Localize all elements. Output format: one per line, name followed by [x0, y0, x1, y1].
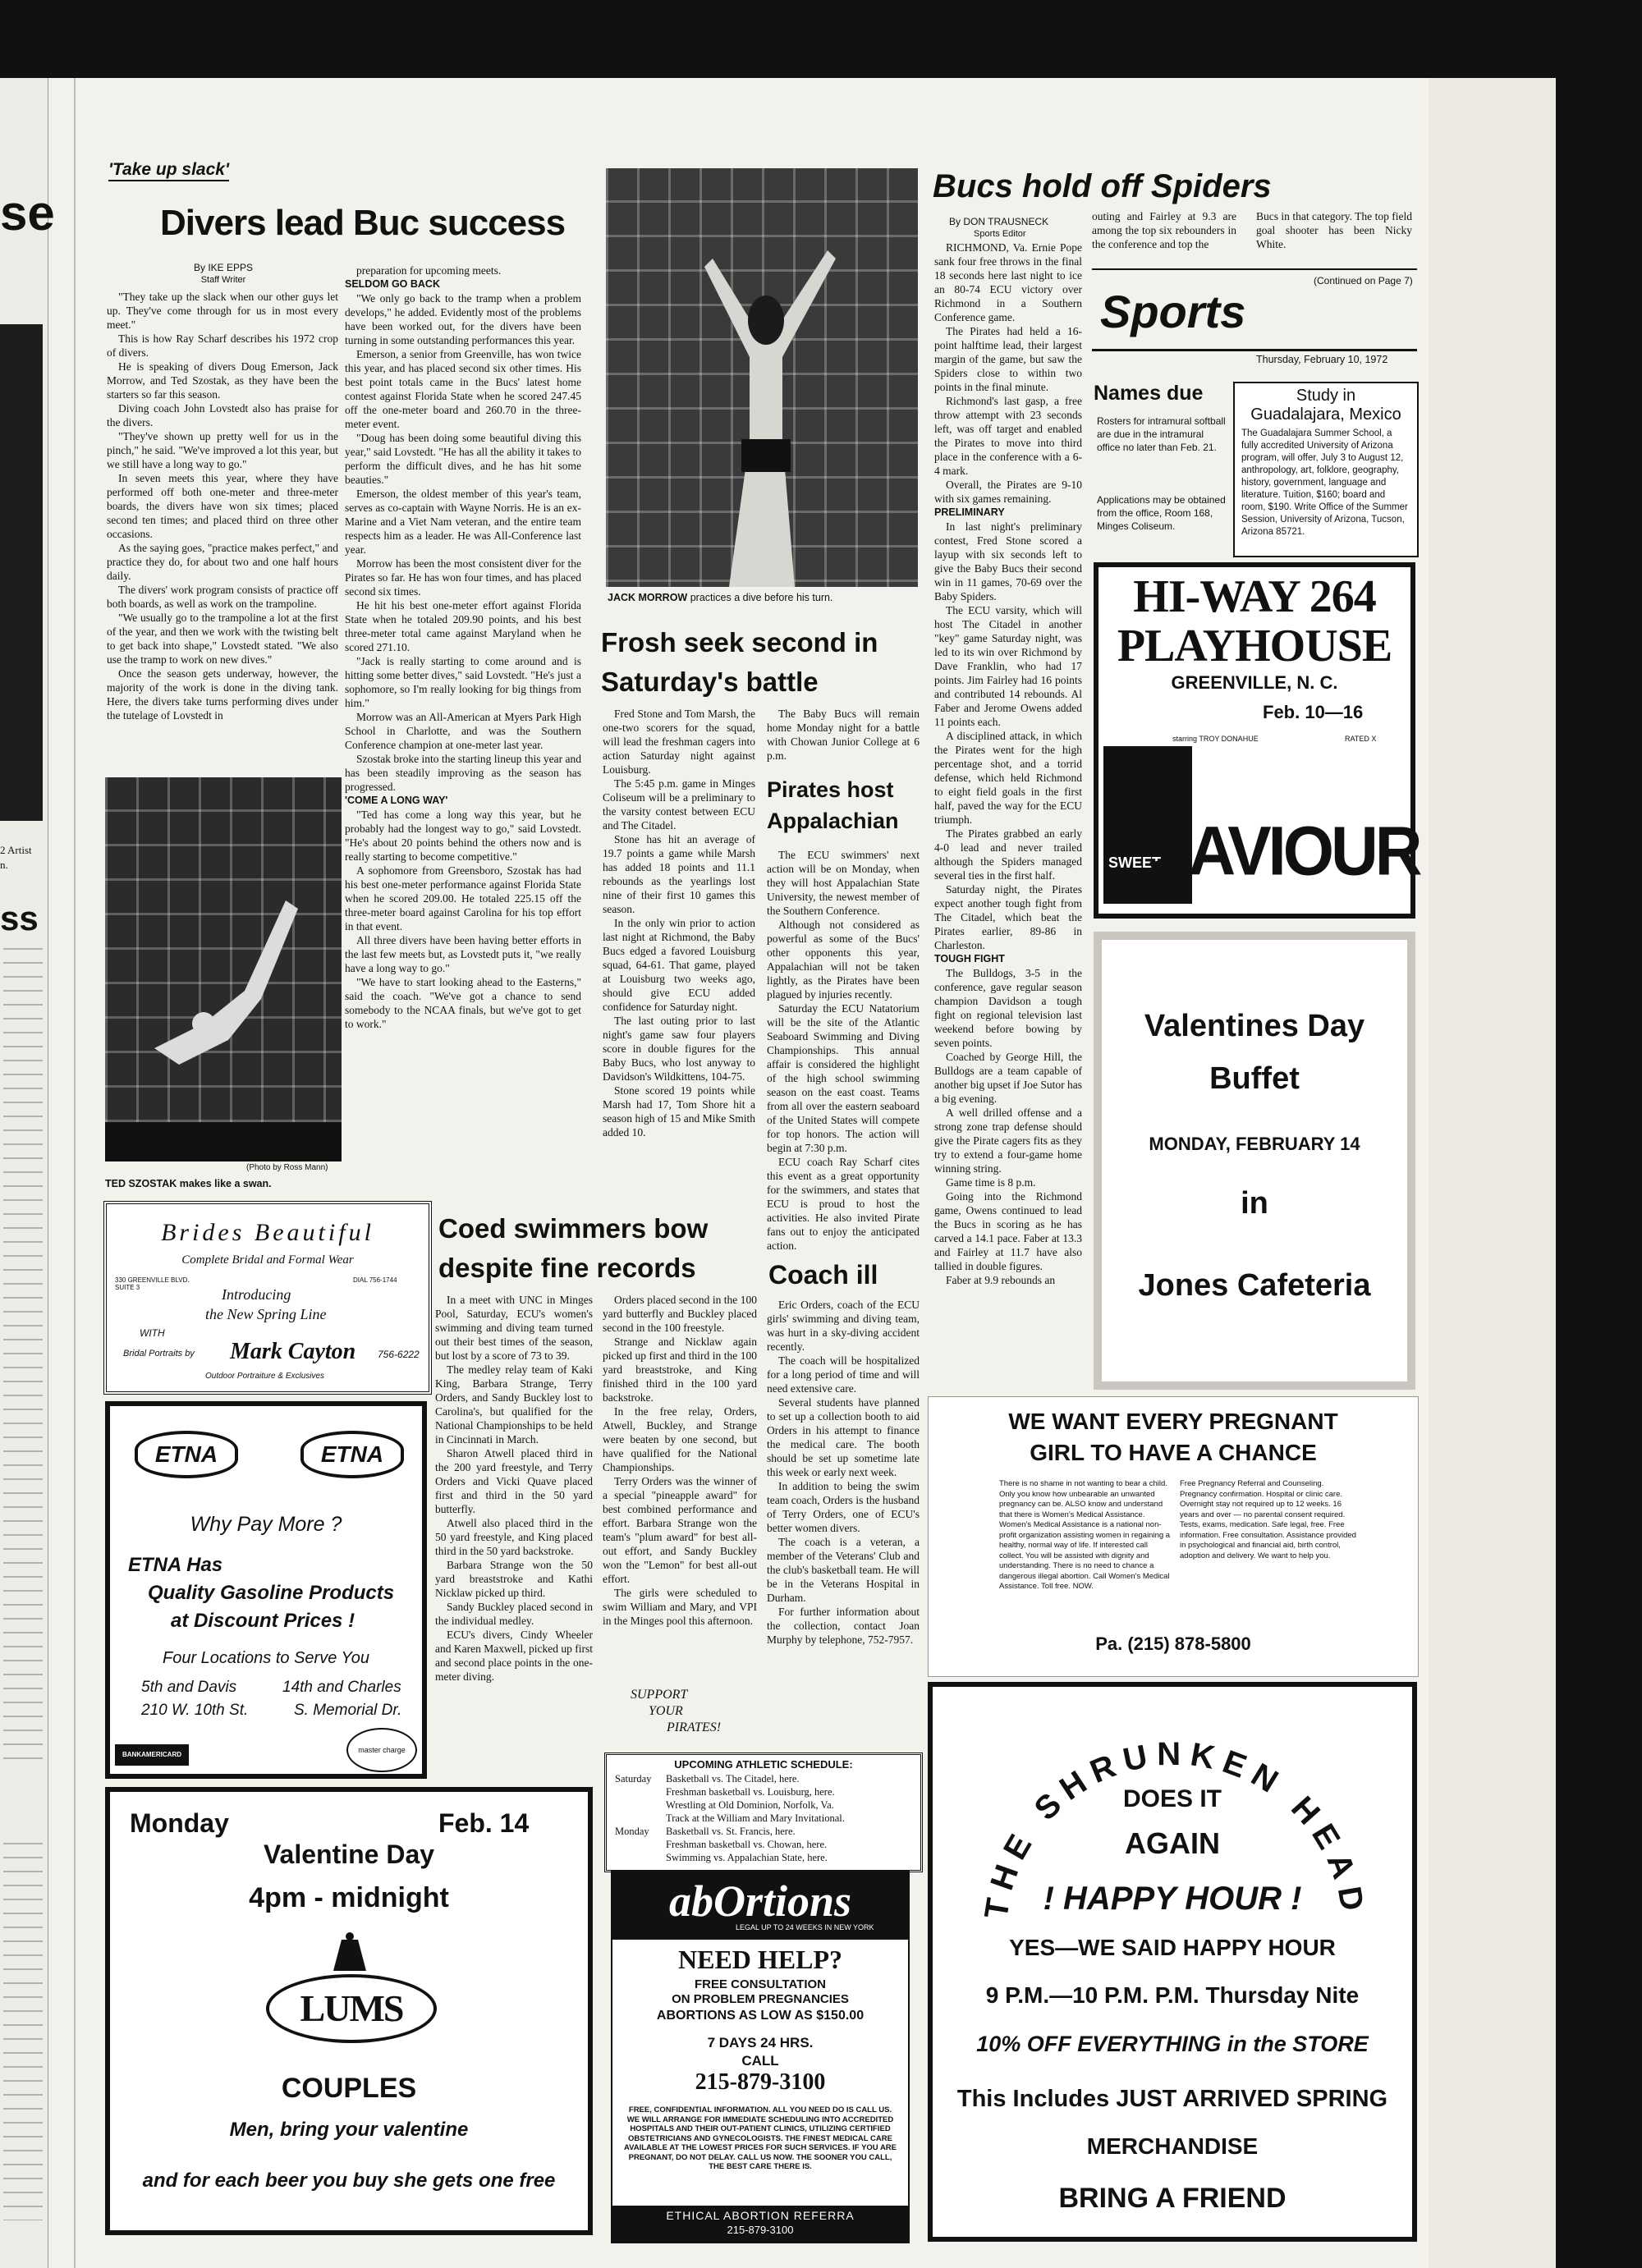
coed-column-1 [435, 1293, 593, 1684]
abortions-need-help: NEED HELP? [677, 1945, 843, 1974]
divers-column-1 [107, 290, 338, 722]
etna-location-4: S. Memorial Dr. [294, 1702, 402, 1719]
lums-offer: and for each beer you buy she gets one free [142, 2169, 556, 2192]
shrunken-time: 9 P.M.—10 P.M. P.M. Thursday Nite [985, 1982, 1360, 2008]
etna-location-3: 210 W. 10th St. [141, 1702, 249, 1719]
bucs-paragraph: The Bulldogs, 3-5 in the conference, gave regular season champion Davidson a tough fight on regional television last weekend before bowing by seven points. [934, 967, 1082, 1049]
bucs-paragraph: Faber at 9.9 rebounds an [946, 1274, 1056, 1286]
coach-ill-paragraph: The coach is a veteran, a member of the Veterans' Club and the club's basketball team. He will be in the Veterans Hospital in Durham. [767, 1536, 920, 1604]
bucs-paragraph: A well drilled offense and a strong zone trap defense should give the Pirate cagers fits as they try to extend a four-game home winning string. [934, 1107, 1082, 1175]
left-fragment-caption-2: n. [0, 859, 8, 871]
coed-paragraph: Strange and Nicklaw again picked up first and third in the 100 yard breaststroke, and King finished third in the 100 yard backstroke. [603, 1336, 757, 1404]
brides-photographer: Mark Cayton [230, 1339, 356, 1364]
lums-date: Feb. 14 [438, 1808, 530, 1838]
schedule-day [615, 1851, 666, 1864]
szostak-photo-caption: TED SZOSTAK makes like a swan. [105, 1178, 272, 1189]
divers-paragraph: In seven meets this year, where they have performed off both one-meter and three-meter boards, the divers have won six times; placed second ten times; and placed third on three other occasions. [107, 472, 338, 540]
hiway-line-2: PLAYHOUSE [1117, 621, 1392, 671]
frosh-paragraph: The 5:45 p.m. game in Minges Coliseum will be a preliminary to the varsity contest between ECU and The Citadel. [603, 777, 755, 832]
divers-paragraph: He is speaking of divers Doug Emerson, Jack Morrow, and Ted Szostak, as they have been the starters so far this season. [107, 360, 338, 401]
divers-paragraph: As the saying goes, "practice makes perfect," and practice they do, for about two and one half hours daily. [107, 542, 338, 582]
pregnant-ad [928, 1396, 1419, 1677]
center-fold [74, 78, 76, 2268]
morrow-caption [608, 592, 832, 603]
schedule-event: Freshman basketball vs. Louisburg, here. [666, 1786, 835, 1798]
hiway-city: GREENVILLE, N. C. [1171, 672, 1338, 693]
hiway-playhouse-ad [1094, 562, 1420, 919]
abortions-days: 7 DAYS 24 HRS. [707, 2035, 814, 2050]
divers-paragraph: Emerson, the oldest member of this year's team, serves as co-captain with Wayne Norris. He is an ex-Marine and a Viet Nam veteran, and the entire team respects him as a leader. He was All-Conference last year. [345, 488, 581, 556]
schedule-event: Basketball vs. St. Francis, here. [666, 1826, 796, 1837]
schedule-day: Monday [615, 1826, 649, 1837]
lums-valentine: Valentine Day [263, 1840, 435, 1869]
etna-has: ETNA Has [128, 1554, 223, 1576]
buffet-line-2: Buffet [1209, 1061, 1300, 1096]
divers-paragraph: "They take up the slack when our other guys let up. They've come through for us in most every meet." [107, 291, 338, 331]
shrunken-bring: BRING A FRIEND [1058, 2183, 1287, 2214]
bucs-paragraph: RICHMOND, Va. Ernie Pope sank four free throws in the final 18 seconds here last night to ice an 80-74 ECU victory over Richmond in a Southern Conference game. [934, 241, 1082, 323]
divers-paragraph: "Doug has been doing some beautiful diving this year," said Lovstedt. "He has all the ability it takes to perform the difficult dives, and he has hit some beauties." [345, 432, 581, 486]
buffet-place: Jones Cafeteria [1138, 1268, 1371, 1303]
bucs-column-1 [934, 241, 1082, 1287]
brides-portraits-by: Bridal Portraits by [123, 1349, 195, 1359]
study-title-1: Study in [1296, 387, 1356, 405]
frosh-paragraph: The Baby Bucs will remain home Monday night for a battle with Chowan Junior College at 6 p.m. [767, 708, 920, 762]
buffet-line-1: Valentines Day [1144, 1009, 1365, 1043]
divers-subhead: 'COME A LONG WAY' [345, 795, 448, 806]
divers-paragraph: Emerson, a senior from Greenville, has won twice this year, and has placed second six other times. His best point totals came in the Bucs' latest home contest against Florida State when he scored 247.45 off the one-meter board and 260.70 in the three-meter event. [345, 348, 581, 430]
bucs-paragraph: Saturday night, the Pirates expect another tough fight from The Citadel, which beat the Pirates earlier, 89-86 in Charleston. [934, 883, 1082, 951]
pregnant-headline-1: WE WANT EVERY PREGNANT [1008, 1409, 1338, 1434]
abortions-phone: 215-879-3100 [695, 2069, 826, 2095]
etna-discount: at Discount Prices ! [171, 1610, 355, 1632]
bucs-headline: Bucs hold off Spiders [933, 168, 1272, 204]
diver-silhouette [105, 777, 342, 1161]
frosh-column-1 [603, 707, 755, 1139]
lums-day: Monday [130, 1808, 229, 1838]
hiway-line-1: HI-WAY 264 [1133, 571, 1376, 622]
bucs-paragraph: Richmond's last gasp, a free throw attempt with 23 seconds left, was off target and enabled the Pirates to move into third place in the conference with a 6-4 mark. [934, 395, 1082, 477]
frosh-paragraph: The last outing prior to last night's game saw four players score in double figures for the Baby Bucs, who lost anyway to Davidson's Wildkittens, 104-75. [603, 1015, 755, 1083]
schedule-row [615, 1838, 912, 1851]
study-title-2: Guadalajara, Mexico [1250, 405, 1401, 424]
divers-paragraph: "Ted has come a long way this year, but he probably had the longest way to go," said Lovstedt. "He's about 20 points behind the others now and is really starting to become competitive." [345, 809, 581, 863]
lums-couples: COUPLES [281, 2073, 417, 2104]
brides-subtitle: Complete Bridal and Formal Wear [181, 1253, 354, 1267]
abortions-footer-phone: 215-879-3100 [727, 2224, 794, 2236]
coed-headline: Coed swimmers bow despite fine records [438, 1213, 709, 1283]
schedule-day: Saturday [615, 1773, 652, 1785]
bankamericard-logo: BANKAMERICARD [115, 1744, 189, 1766]
coach-ill-paragraph: Eric Orders, coach of the ECU girls' swimming and diving team, was hurt in a sky-diving accident recently. [767, 1299, 920, 1353]
divers-paragraph: "Jack is really starting to come around and is hitting some better dives," said Lovstedt. "He's just a sophomore, so I'm really looking for big things from him." [345, 655, 581, 709]
etna-logo-left: ETNA [135, 1431, 238, 1478]
schedule-day [615, 1838, 666, 1851]
coach-ill-paragraph: Several students have planned to set up a collection booth to aid Orders in his attempt to finance the medical care. The booth should be set up sometime late this week or early next week. [767, 1396, 920, 1478]
szostak-photo-credit: (Photo by Ross Mann) [246, 1163, 328, 1172]
schedule-row [615, 1798, 912, 1812]
bucs-paragraph: outing and Fairley at 9.3 are among the top six rebounders in the conference and top the [1092, 210, 1236, 250]
bucs-paragraph: Overall, the Pirates are 9-10 with six games remaining. [934, 479, 1082, 505]
morrow-photo [606, 168, 918, 587]
hiway-rating: RATED X [1345, 735, 1377, 743]
brides-phone-dial: DIAL 756-1744 [353, 1276, 397, 1284]
coed-paragraph: Terry Orders was the winner of a special "pineapple award" for best combined performance and effort. Barbara Strange won the team's "plum award" for best all-out effort, and Sandy Buckley won the "Lemon" for best all-out effort. [603, 1475, 757, 1585]
divers-column-2 [345, 263, 581, 1031]
brides-beautiful-ad [103, 1201, 432, 1395]
morrow-caption-text: practices a dive before his turn. [690, 592, 833, 603]
divers-paragraph: Morrow was an All-American at Myers Park High School in Charlotte, and was the Southern Conference champion at one-meter last year. [345, 711, 581, 751]
divers-paragraph: "We have to start looking ahead to the Easterns," said the coach. "We've got a chance to send somebody to the NCAA finals, but we've got to get to work." [345, 976, 581, 1030]
divers-paragraph: Morrow has been the most consistent diver for the Pirates so far. He has won four times, and has placed second six times. [345, 557, 581, 598]
coach-ill-paragraph: The coach will be hospitalized for a long period of time and will need extensive care. [767, 1354, 920, 1395]
left-page-fragment [0, 78, 55, 2268]
shrunken-includes: This Includes JUST ARRIVED SPRING [956, 2086, 1388, 2112]
abortions-footer: ETHICAL ABORTION REFERRA [666, 2209, 855, 2222]
pregnant-right-text: Free Pregnancy Referral and Counseling. Pregnancy confirmation. Hospital or clinic care. Overnight stay not required up to 12 weeks. 16 years and over — no parental consent required. Tests, exams, medication. Safe legal, free. Free information. Free consultation. Assistance provided in psychological and financial aid, birth control, adoption and delivery. We want to help you. [1180, 1479, 1356, 1560]
pregnant-line-2: GIRL TO HAVE A CHANCE [1030, 1440, 1317, 1465]
brides-with: WITH [140, 1327, 165, 1339]
abortions-strip: LEGAL UP TO 24 WEEKS IN NEW YORK [736, 1923, 874, 1931]
brides-title: Brides Beautiful [161, 1219, 374, 1246]
shrunken-yes: YES—WE SAID HAPPY HOUR [1009, 1935, 1336, 1960]
hiway-sweet: SWEET [1108, 855, 1162, 871]
abortions-low: ABORTIONS AS LOW AS $150.00 [656, 2009, 865, 2023]
divers-paragraph: Once the season gets underway, however, the majority of the work is done in the diving tank. Here, the divers take turns performing dives under the tutelage of Lovstedt in [107, 667, 338, 722]
hiway-dates: Feb. 10—16 [1263, 702, 1364, 722]
abortions-on: ON PROBLEM PREGNANCIES [672, 1992, 849, 2006]
etna-locations: Four Locations to Serve You [162, 1649, 369, 1667]
bucs-paragraph: A disciplined attack, in which the Pirates went for the high percentage shot, and a torrid defense, which held Richmond to eight field goals in the first half, paved the way for the ECU triumph. [934, 730, 1082, 826]
coed-paragraph: In the free relay, Orders, Atwell, Buckley, and Strange were beaten by one second, but have qualified for the National Championships. [603, 1405, 757, 1473]
left-fragment-text [3, 948, 43, 1761]
lums-lamp-icon [325, 1931, 374, 1972]
right-margin [1429, 78, 1556, 2268]
support-line-1: SUPPORT [631, 1688, 688, 1702]
coed-paragraph: The girls were scheduled to swim William and Mary, and VPI in the Minges pool this afternoon. [603, 1587, 757, 1627]
bucs-paragraph: The Pirates grabbed an early 4-0 lead and never trailed although the Spiders managed several ties in the first half. [934, 827, 1082, 882]
schedule-event: Basketball vs. The Citadel, here. [666, 1773, 800, 1785]
bucs-paragraph: In last night's preliminary contest, Fred Stone scored a layup with six seconds left to give the Baby Bucs their second win in 11 games, 70-69 over the Baby Spiders. [934, 520, 1082, 603]
sports-date: Thursday, February 10, 1972 [1256, 354, 1388, 365]
support-pirates [631, 1687, 721, 1736]
divers-paragraph: A sophomore from Greensboro, Szostak has had his best one-meter performance against Florida State when he scored 209.00. He totaled 225.15 off the three-meter board against Carolina for his top effort in that event. [345, 864, 581, 932]
mastercharge-logo: master charge [346, 1728, 417, 1772]
morrow-silhouette [606, 168, 918, 587]
schedule-row [615, 1812, 912, 1825]
brides-phone: 756-6222 [378, 1349, 420, 1360]
left-fragment-heading-2: ss [0, 899, 39, 937]
divers-paragraph: The divers' work program consists of practice off both boards, as well as work on the trampoline. [107, 584, 338, 610]
bucs-paragraph: Bucs in that category. The top field goal shooter has been Nicky White. [1256, 210, 1412, 250]
coed-paragraph: The medley relay team of Kaki King, Barbara Strange, Terry Orders, and Sandy Buckley lost to Carolina's, but qualified for the National Championships to be held in Cincinnati in March. [435, 1363, 593, 1446]
left-fragment-text-2 [3, 1843, 43, 2220]
bucs-column-3 [1256, 209, 1412, 251]
schedule-event: Track at the William and Mary Invitational. [666, 1812, 845, 1824]
divers-subhead: SELDOM GO BACK [345, 278, 440, 290]
divers-paragraph: preparation for upcoming meets. [356, 264, 502, 277]
divers-paragraph: He hit his best one-meter effort against Florida State when he totaled 209.90 points, and his best three-meter total came against Maryland when he scored 271.10. [345, 599, 581, 653]
coed-paragraph: Atwell also placed third in the 50 yard freestyle, and King placed third in the 50 yard backstroke. [435, 1517, 593, 1557]
newspaper-page [0, 78, 1556, 2268]
bucs-subhead: TOUGH FIGHT [934, 953, 1005, 964]
pirates-host-paragraph: Although not considered as powerful as some of the Bucs' other opponents this year, Appalachian will not be taken lightly, as the Pirates have been plagued by injuries recently. [767, 919, 920, 1001]
pregnant-left-text: There is no shame in not wanting to bear a child. Only you know how unbearable an unwanted pregnancy can be. ALSO know and understand that there is Women's Medical Assistance. Women's Medical Assistance is a national non-profit organization assisting women in regaining a healthy, normal way of life. If interested call collect. You will be assisted with dignity and understanding. There is no need to chance a dangerous illegal abortion. Call Women's Medical Assistance. Toll free. NOW. [999, 1479, 1171, 1591]
coed-paragraph: Orders placed second in the 100 yard butterfly and Buckley placed second in the 100 freestyle. [603, 1294, 757, 1334]
brides-outdoor: Outdoor Portraiture & Exclusives [205, 1372, 325, 1381]
schedule-row [615, 1785, 912, 1798]
coed-paragraph: Barbara Strange won the 50 yard breaststroke and Kathi Nicklaw picked up third. [435, 1559, 593, 1599]
lums-hours: 4pm - midnight [249, 1882, 449, 1913]
schedule-title: UPCOMING ATHLETIC SCHEDULE: [674, 1758, 853, 1771]
pirates-host-paragraph: The ECU swimmers' next action will be on Monday, when they will host Appalachian State University, the newest member of the Southern Conference. [767, 849, 920, 917]
divers-byline: By IKE EPPS [193, 262, 254, 273]
coed-paragraph: ECU's divers, Cindy Wheeler and Karen Maxwell, picked up first and second place points in the one-meter diving. [435, 1629, 593, 1683]
frosh-paragraph: Stone has hit an average of 19.7 points a game while Marsh has added 18 points and 11.1 rebounds as the yearlings lost nine of their first 10 games this season. [603, 833, 755, 915]
sports-rule [1092, 349, 1417, 351]
support-line-2: YOUR [649, 1704, 683, 1718]
shrunken-again: AGAIN [1125, 1826, 1220, 1860]
szostak-photo [105, 777, 342, 1161]
schedule-list [607, 1771, 920, 1866]
shrunken-does: DOES IT [1122, 1785, 1222, 1812]
coach-ill-paragraph: In addition to being the swim team coach, Orders is the husband of Terry Orders, one of ECU's better women divers. [767, 1480, 920, 1534]
schedule-event: Swimming vs. Appalachian State, here. [666, 1852, 828, 1863]
abortions-ad [611, 1871, 910, 2243]
coed-column-2 [603, 1293, 757, 1628]
schedule-row [615, 1851, 912, 1864]
hiway-credit: starring TROY DONAHUE [1172, 735, 1259, 743]
divers-paragraph: Szostak broke into the starting lineup this year and has been steadily improving as the season has progressed. [345, 753, 581, 793]
abortions-free: FREE CONSULTATION [695, 1977, 826, 1991]
schedule-day [615, 1812, 666, 1825]
frosh-paragraph: Stone scored 19 points while Marsh had 17, Tom Shore hit a season high of 15 and Mike Smith added 10. [603, 1084, 755, 1139]
buffet-date: MONDAY, FEBRUARY 14 [1149, 1134, 1360, 1154]
bucs-byline: By DON TRAUSNECK [949, 216, 1049, 227]
support-line-3: PIRATES! [667, 1720, 722, 1734]
etna-why-pay: Why Pay More ? [190, 1513, 342, 1536]
etna-location-1: 5th and Davis [141, 1679, 237, 1696]
buffet-in: in [1241, 1186, 1268, 1221]
frosh-headline: Frosh seek second in Saturday's battle [601, 627, 878, 697]
brides-introducing: Introducing [222, 1286, 291, 1303]
bucs-paragraph: The Pirates had held a 16-point halftime lead, their largest margin of the game, but saw the Spiders close to within two points in the final minute. [934, 325, 1082, 393]
shrunken-off: 10% OFF EVERYTHING in the STORE [976, 2032, 1369, 2056]
hiway-saviour: SAVIOUR [1148, 812, 1420, 890]
schedule-row [615, 1825, 912, 1838]
abortions-logo: abOrtions [668, 1876, 852, 1926]
divers-kicker: 'Take up slack' [108, 160, 229, 181]
bucs-paragraph: Coached by George Hill, the Bulldogs are a team capable of another big upset if Joe Sutor has a big evening. [934, 1051, 1082, 1105]
shrunken-arc-text: THE SHRUNKEN HEAD [978, 1735, 1372, 1922]
schedule-event: Wrestling at Old Dominion, Norfolk, Va. [666, 1799, 834, 1811]
frosh-paragraph: In the only win prior to action last night at Richmond, the Baby Bucs edged a favored Louisburg squad, 64-61. That game, played at Louisburg two weeks ago, should give ECU added confidence for Saturday night. [603, 917, 755, 1013]
bucs-title: Sports Editor [974, 229, 1026, 239]
coed-paragraph: Sharon Atwell placed third in the 200 yard freestyle, and Terry Orders and Vicki Quave placed first and third in the 50 yard butterfly. [435, 1447, 593, 1515]
divers-paragraph: All three divers have been having better efforts in the last few meets but, as Lovstedt puts it, "we really have a long way to go." [345, 934, 581, 974]
lums-ad [105, 1787, 593, 2235]
etna-quality: Quality Gasoline Products [148, 1582, 395, 1604]
divers-staff: Staff Writer [200, 275, 246, 285]
abortions-fine-print: FREE, CONFIDENTIAL INFORMATION. ALL YOU NEED DO IS CALL US. WE WILL ARRANGE FOR IMMEDIATE SCHEDULING INTO ACCREDITED HOSPITALS AND THEIR OUT-PATIENT CLINICS, UTILIZING CERTIFIED OBSTETRICIANS AND GYNECOLOGISTS. THE FINEST MEDICAL CARE AVAILABLE AT THE LOWEST PRICES FOR SUCH SERVICES. IF YOU ARE PREGNANT, DO NOT DELAY. CALL US NOW. THE SOONER YOU CALL, THE BEST CARE THERE IS. [624, 2105, 897, 2171]
divers-paragraph: "We usually go to the trampoline a lot at the first of the year, and then we work with the twisting belt to get back into shape," Lovstedt stated. "We also use the tramp to work on new dives." [107, 612, 338, 666]
valentine-buffet-ad [1094, 932, 1415, 1390]
schedule-event: Freshman basketball vs. Chowan, here. [666, 1839, 828, 1850]
athletic-schedule [604, 1753, 923, 1872]
pregnant-line-1 [929, 1409, 1418, 1435]
lums-bring: Men, bring your valentine [229, 2119, 469, 2141]
coach-ill-paragraph: For further information about the collection, contact Joan Murphy by telephone, 752-7957. [767, 1606, 920, 1646]
left-fragment-heading: se [0, 186, 55, 241]
divers-paragraph: Diving coach John Lovstedt also has praise for the divers. [107, 402, 338, 428]
bucs-subhead: PRELIMINARY [934, 506, 1005, 518]
pirates-host-column [767, 848, 920, 1253]
etna-logo-right: ETNA [300, 1431, 404, 1478]
bucs-paragraph: The ECU varsity, which will host The Citadel in another "key" game Saturday night, was led to its win over Richmond by Dave Franklin, who had 17 points. Jim Fairley had 16 points and contributed 14 rebounds. Al Faber and Jerome Owens added 11 points each. [934, 604, 1082, 728]
coed-paragraph: Sandy Buckley placed second in the individual medley. [435, 1601, 593, 1627]
coach-ill-column [767, 1298, 920, 1647]
shrunken-merch: MERCHANDISE [1086, 2133, 1259, 2159]
brides-address: 330 GREENVILLE BLVD. SUITE 3 [115, 1276, 190, 1291]
divers-paragraph: This is how Ray Scharf describes his 1972 crop of divers. [107, 332, 338, 359]
abortions-call: CALL [741, 2053, 779, 2069]
pregnant-phone: Pa. (215) 878-5800 [1095, 1633, 1251, 1654]
etna-location-2: 14th and Charles [282, 1679, 401, 1696]
pirates-host-paragraph: ECU coach Ray Scharf cites this event as a great opportunity for the swimmers, and states that ECU is proud to host the activities. He also invited Pirate fans out to enjoy the anticipated action. [767, 1156, 920, 1252]
names-due-p1: Rosters for intramural softball are due in the intramural office no later than Feb. 21. [1097, 415, 1226, 453]
schedule-day [615, 1785, 666, 1798]
frosh-paragraph: Fred Stone and Tom Marsh, the one-two scorers for the squad, will lead the freshman cagers into action Saturday night against Louisburg. [603, 708, 755, 776]
pirates-host-headline: Pirates host Appalachian [767, 777, 899, 833]
etna-ad [105, 1401, 427, 1779]
bucs-paragraph: Game time is 8 p.m. [946, 1176, 1036, 1189]
bucs-rule [1092, 268, 1417, 270]
left-fragment-photo [0, 324, 43, 821]
frosh-column-2 [767, 707, 920, 763]
pirates-host-paragraph: Saturday the ECU Natatorium will be the site of the Atlantic Seaboard Swimming and Diving Championships. This annual affair is considered the highlight of the high school swimming season on the east coast. Teams from all over the eastern seaboard of the United States will compete for top honors. The action will begin at 7:30 p.m. [767, 1002, 920, 1154]
coed-paragraph: In a meet with UNC in Minges Pool, Saturday, ECU's women's swimming and diving team turned out their best times of the season, but lost by a score of 73 to 39. [435, 1294, 593, 1362]
schedule-day [615, 1798, 666, 1812]
bucs-column-2 [1092, 209, 1236, 251]
divers-paragraph: "We only go back to the tramp when a problem develops," he added. Evidently most of the problems have been worked out, for the divers have been turning in some outstanding performances this year. [345, 292, 581, 346]
coach-ill-headline: Coach ill [768, 1260, 878, 1290]
study-body: The Guadalajara Summer School, a fully accredited University of Arizona program, will offer, July 3 to August 12, anthropology, art, folklore, geography, history, government, language and literature. Tuition, $160; board and room, $190. Write Office of the Summer Session, University of Arizona, Tucson, Arizona 85721. [1241, 428, 1408, 537]
bucs-jump: (Continued on Page 7) [1314, 275, 1413, 286]
names-due-title: Names due [1094, 382, 1204, 405]
names-due-p2: Applications may be obtained from the office, Room 168, Minges Coliseum. [1097, 494, 1226, 532]
brides-spring-line: the New Spring Line [205, 1306, 327, 1322]
sports-title: Sports [1100, 286, 1246, 337]
schedule-row [615, 1772, 912, 1785]
shrunken-happy: ! HAPPY HOUR ! [1043, 1881, 1302, 1917]
left-fragment-caption: 2 Artist [0, 844, 32, 856]
morrow-caption-name: JACK MORROW [608, 592, 688, 603]
divers-paragraph: "They've shown up pretty well for us in the pinch," he said. "We've improved a lot this year, but we still have a long way to go." [107, 430, 338, 470]
lums-logo: LUMS [266, 1974, 437, 2043]
shrunken-head-ad [928, 1682, 1417, 2242]
divers-headline: Divers lead Buc success [160, 203, 566, 243]
bucs-paragraph: Going into the Richmond game, Owens continued to lead the Bucs in scoring as he has carved a 14.1 pace. Faber at 13.3 and Fairley at 11.7 have also tallied in double figures. [934, 1190, 1082, 1272]
study-mexico-ad [1233, 382, 1419, 557]
